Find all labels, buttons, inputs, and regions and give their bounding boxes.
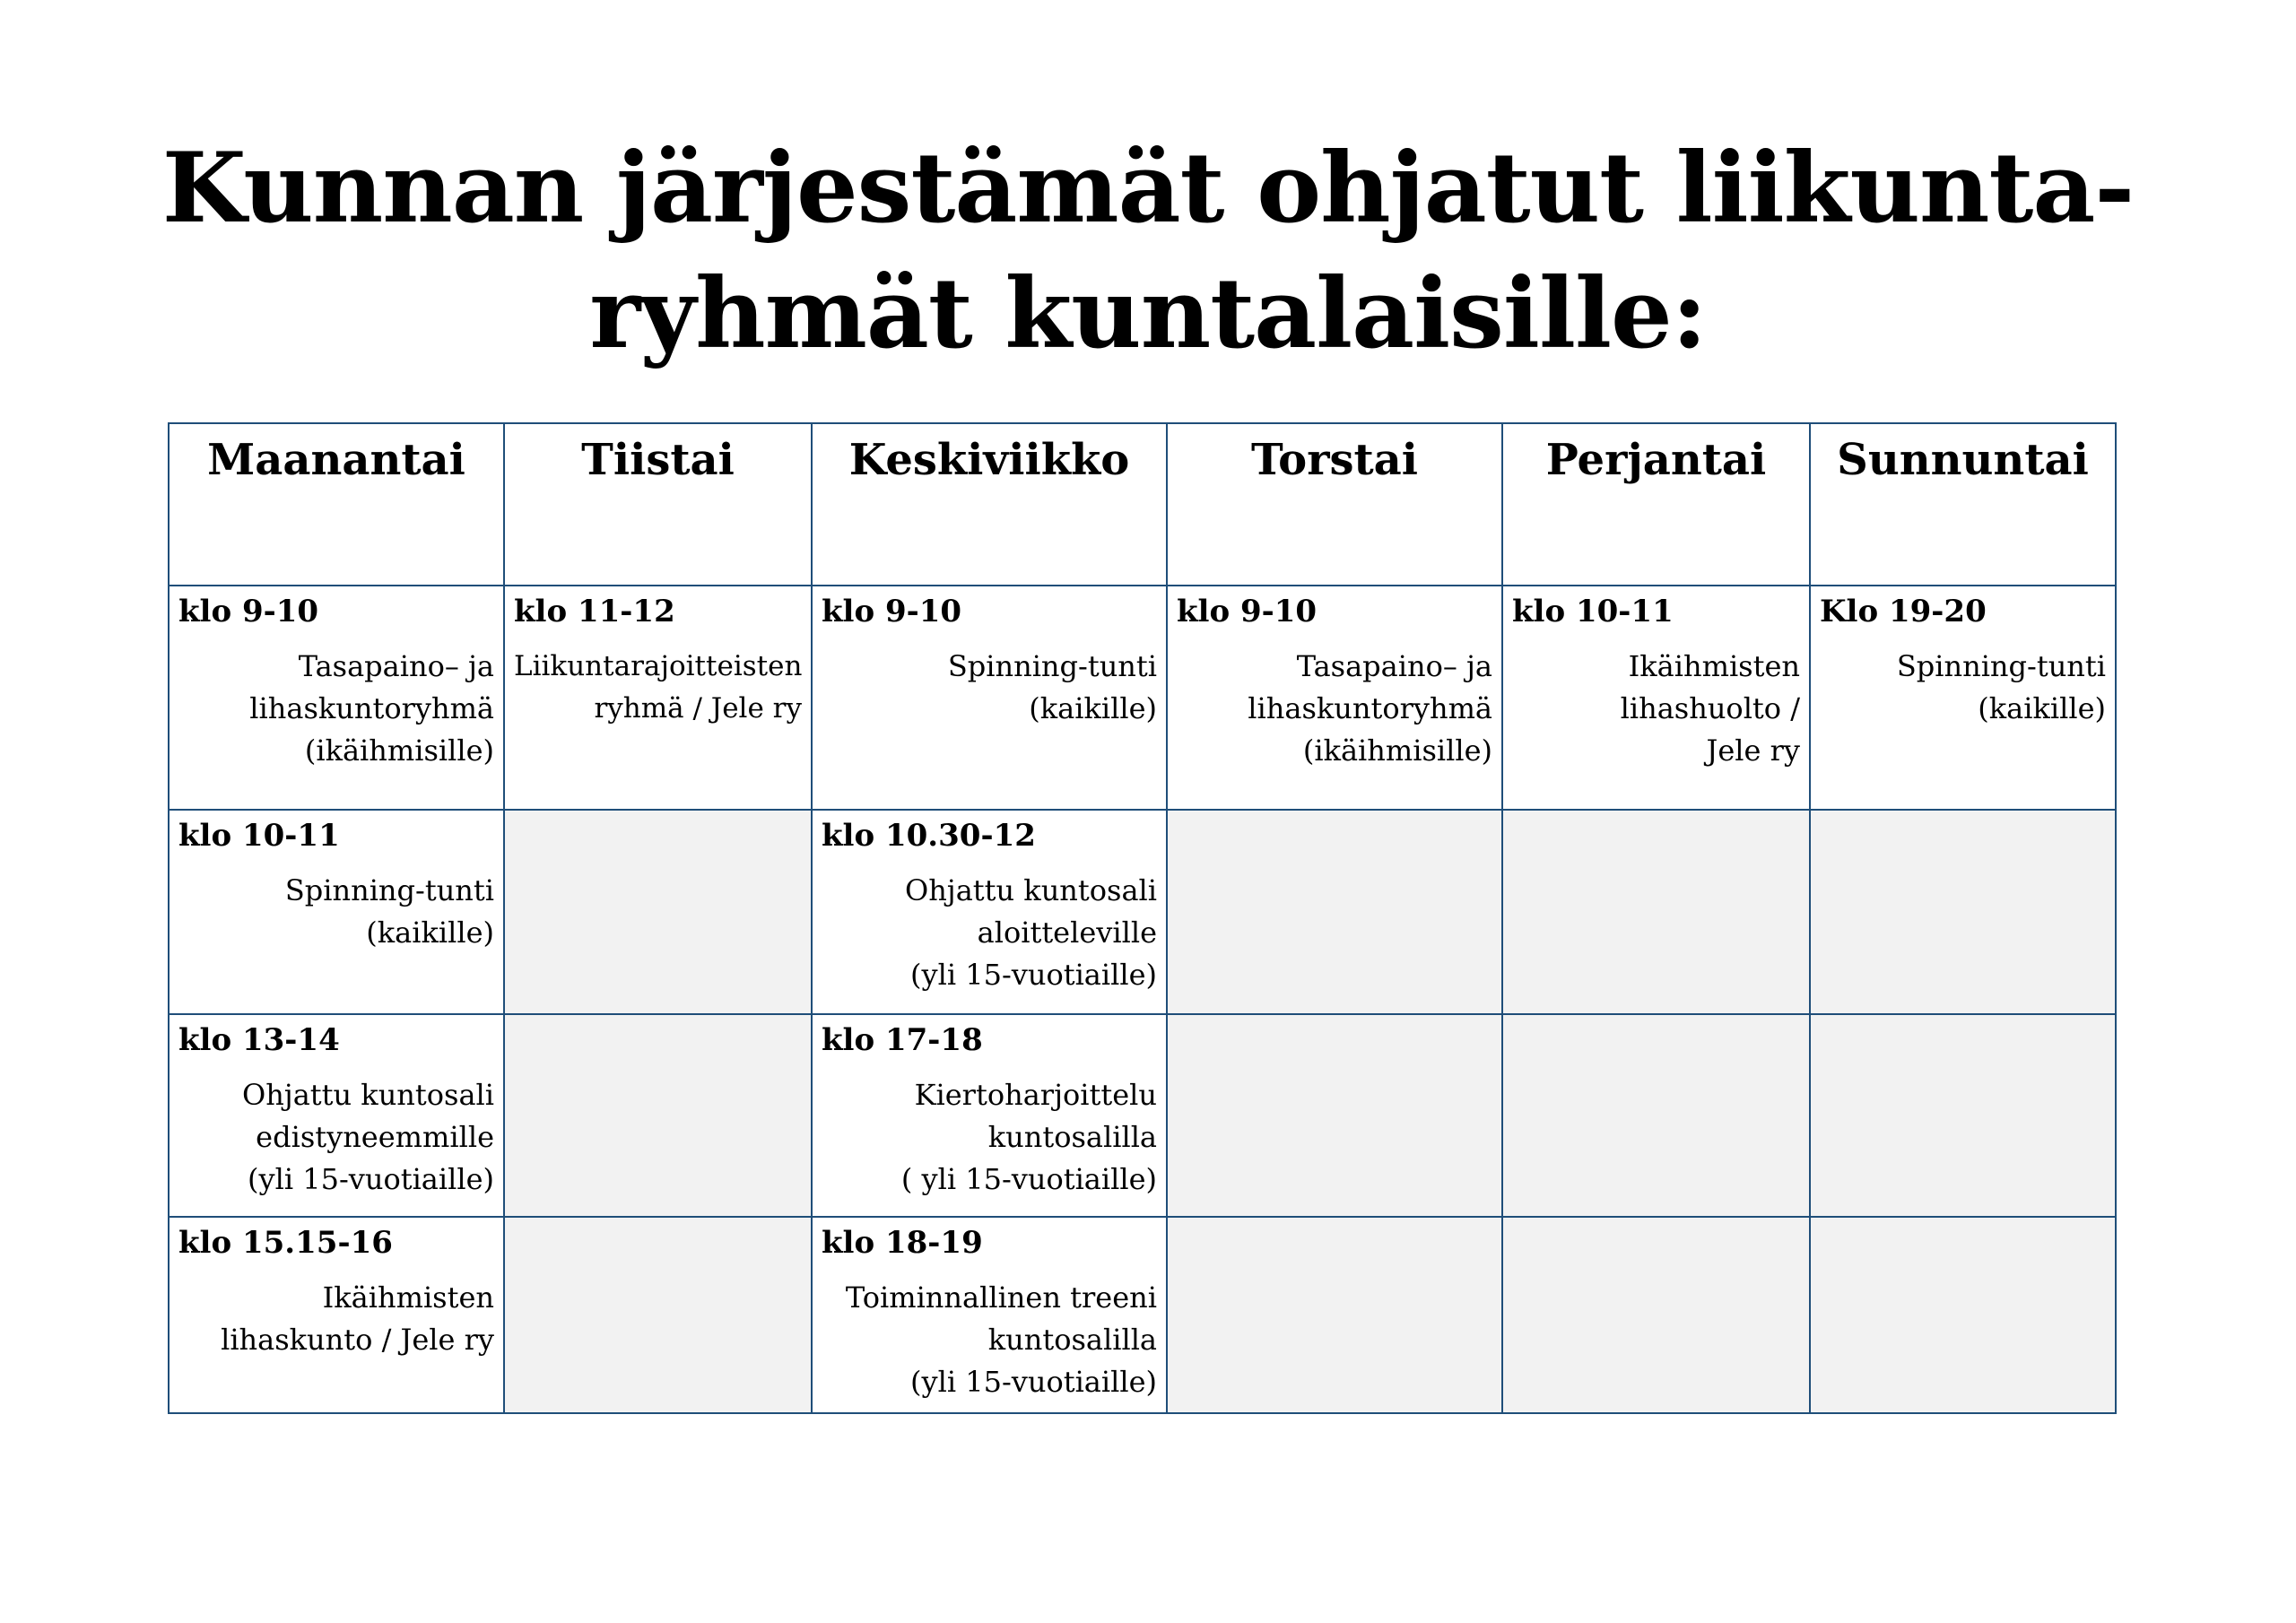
empty-cell	[1502, 1014, 1810, 1217]
day-header-tuesday: Tiistai	[504, 423, 812, 586]
slot-description: Ohjattu kuntosali edistyneemmille (yli 15-vuotiaille)	[241, 1078, 494, 1196]
empty-cell	[504, 810, 812, 1014]
table-row	[169, 1014, 2116, 1217]
slot-description: Liikuntarajoitteisten ryhmä / Jele ry	[514, 650, 803, 725]
slot-time: Klo 19-20	[1820, 594, 1987, 629]
schedule-cell	[1502, 586, 1810, 810]
schedule-cell	[1810, 586, 2116, 810]
slot-time: klo 10-11	[1512, 594, 1674, 629]
slot-description: Kiertoharjoittelu kuntosalilla ( yli 15-vuotiaille)	[900, 1078, 1157, 1196]
slot-time: klo 17-18	[822, 1022, 983, 1058]
page-title-line-1: Kunnan järjestämät ohjatut liikunta-	[161, 132, 2135, 245]
slot-time: klo 18-19	[822, 1225, 983, 1261]
day-header-wednesday: Keskiviikko	[812, 423, 1167, 586]
slot-time: klo 10.30-12	[822, 818, 1036, 854]
empty-cell	[1810, 1014, 2116, 1217]
slot-description: Spinning-tunti (kaikille)	[1896, 649, 2106, 725]
empty-cell	[1502, 810, 1810, 1014]
empty-cell	[1502, 1217, 1810, 1413]
slot-description: Ikäihmisten lihashuolto / Jele ry	[1620, 649, 1800, 768]
slot-time: klo 9-10	[1177, 594, 1318, 629]
empty-cell	[504, 1014, 812, 1217]
empty-cell	[504, 1217, 812, 1413]
empty-cell	[1167, 810, 1502, 1014]
schedule-cell	[1167, 586, 1502, 810]
schedule-cell	[504, 586, 812, 810]
schedule-cell	[812, 810, 1167, 1014]
slot-description: Toiminnallinen treeni kuntosalilla (yli 15-vuotiaille)	[845, 1280, 1157, 1399]
table-row	[169, 586, 2116, 810]
schedule-cell	[169, 586, 504, 810]
day-header-thursday: Torstai	[1167, 423, 1502, 586]
slot-description: Spinning-tunti (kaikille)	[284, 873, 494, 950]
page-title-line-2: ryhmät kuntalaisille:	[589, 257, 1707, 370]
schedule-cell	[812, 1014, 1167, 1217]
empty-cell	[1810, 1217, 2116, 1413]
header-row	[169, 423, 2116, 586]
schedule-table	[168, 422, 2117, 1414]
slot-time: klo 9-10	[178, 594, 319, 629]
schedule-cell	[812, 586, 1167, 810]
day-header-monday: Maanantai	[169, 423, 504, 586]
slot-time: klo 15.15-16	[178, 1225, 393, 1261]
slot-time: klo 13-14	[178, 1022, 340, 1058]
empty-cell	[1167, 1217, 1502, 1413]
empty-cell	[1167, 1014, 1502, 1217]
slot-time: klo 10-11	[178, 818, 340, 854]
schedule-cell	[169, 1014, 504, 1217]
page-title	[0, 126, 2296, 377]
slot-time: klo 11-12	[514, 594, 675, 629]
day-header-friday: Perjantai	[1502, 423, 1810, 586]
schedule-cell	[169, 810, 504, 1014]
schedule-cell	[169, 1217, 504, 1413]
slot-description: Ikäihmisten lihaskunto / Jele ry	[221, 1280, 494, 1357]
slot-description: Ohjattu kuntosali aloitteleville (yli 15-vuotiaille)	[904, 873, 1157, 992]
slot-time: klo 9-10	[822, 594, 962, 629]
slot-description: Tasapaino– ja lihaskuntoryhmä (ikäihmisille)	[249, 649, 494, 768]
table-row	[169, 1217, 2116, 1413]
schedule-cell	[812, 1217, 1167, 1413]
empty-cell	[1810, 810, 2116, 1014]
day-header-sunday: Sunnuntai	[1810, 423, 2116, 586]
table-row	[169, 810, 2116, 1014]
slot-description: Spinning-tunti (kaikille)	[947, 649, 1157, 725]
slot-description: Tasapaino– ja lihaskuntoryhmä (ikäihmisille)	[1248, 649, 1492, 768]
